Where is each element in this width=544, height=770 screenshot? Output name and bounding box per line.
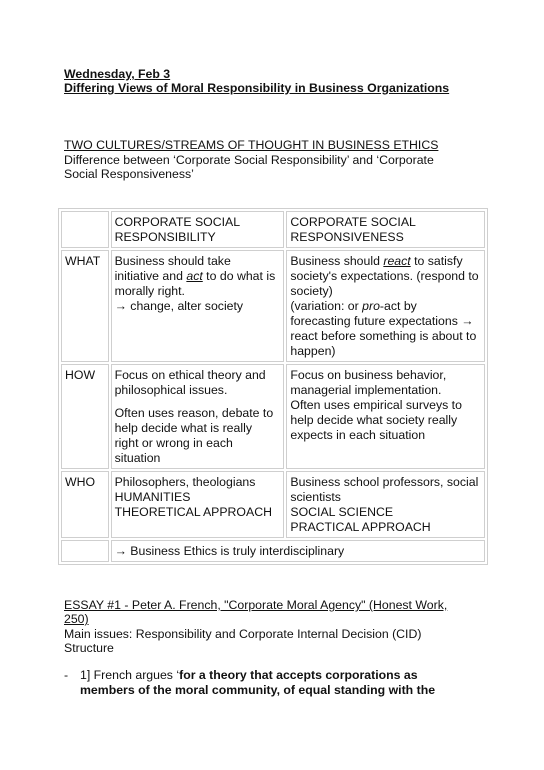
cell-text: THEORETICAL APPROACH [114, 505, 272, 519]
footer-note: → Business Ethics is truly interdisciplinary [111, 540, 485, 562]
cell-what-responsibility [111, 250, 285, 362]
cell-who-responsiveness [286, 471, 485, 538]
cell-text: CORPORATE SOCIAL [114, 215, 241, 229]
cell-text: RESPONSIVENESS [290, 230, 404, 244]
cell-how-responsiveness [286, 364, 485, 469]
header-responsiveness [286, 211, 485, 248]
bullet-dash: - [64, 668, 69, 682]
cell-text: Often uses empirical surveys to [290, 398, 462, 412]
cell-text: forecasting future expectations → [290, 314, 474, 328]
cell-text: SOCIAL SCIENCE [290, 505, 394, 519]
cell-text: (variation: or pro-act by [290, 299, 417, 313]
cell-text: Business should take [114, 254, 231, 268]
cell-text: right or wrong in each [114, 436, 233, 450]
intro-line-1: Difference between ‘Corporate Social Responsibility’ and ‘Corporate [64, 153, 434, 167]
cell-text: help decide what society really [290, 413, 458, 427]
essay-point-line-2: members of the moral community, of equal standing with the [80, 683, 436, 697]
cell-text: Business school professors, social [290, 475, 479, 489]
cell-text: HUMANITIES [114, 490, 191, 504]
cell-how-responsibility [111, 364, 285, 469]
essay-issues-line-1: Main issues: Responsibility and Corporate Internal Decision (CID) [64, 627, 422, 641]
row-label-what: WHAT [61, 250, 109, 362]
cell-text: Focus on ethical theory and [114, 368, 266, 382]
table-row-who [61, 471, 485, 538]
cell-text: managerial implementation. [290, 383, 442, 397]
cell-text: initiative and act to do what is [114, 269, 276, 283]
cell-text: → change, alter society [114, 299, 244, 313]
cell-text: philosophical issues. [114, 383, 228, 397]
cell-text: RESPONSIBILITY [114, 230, 216, 244]
cell-text: Business should react to satisfy [290, 254, 463, 268]
table-row-how [61, 364, 485, 469]
cell-text: CORPORATE SOCIAL [290, 215, 416, 229]
essay-point-line-1: 1] French argues ‘for a theory that accepts corporations as [80, 668, 418, 682]
row-label-how: HOW [61, 364, 109, 469]
cell-text: situation [114, 451, 161, 465]
cell-text: scientists [290, 490, 341, 504]
cell-text: expects in each situation [290, 428, 426, 442]
table-row-what [61, 250, 485, 362]
section-heading: TWO CULTURES/STREAMS OF THOUGHT IN BUSINESS ETHICS [64, 138, 439, 152]
date-heading: Wednesday, Feb 3 [64, 67, 171, 81]
page-title: Differing Views of Moral Responsibility in Business Organizations [64, 81, 450, 95]
cell-text: react before something is about to [290, 329, 477, 343]
cell-text: happen) [290, 344, 336, 358]
essay-heading-line-1: ESSAY #1 - Peter A. French, "Corporate Moral Agency" (Honest Work, [64, 598, 448, 612]
cell-text: Often uses reason, debate to [114, 406, 274, 420]
cell-text: society) [290, 284, 333, 298]
intro-line-2: Social Responsiveness’ [64, 167, 194, 181]
cell-text: morally right. [114, 284, 185, 298]
table-corner-cell [61, 211, 109, 248]
cell-who-responsibility [111, 471, 285, 538]
essay-issues-line-2: Structure [64, 641, 114, 655]
cell-text: Philosophers, theologians [114, 475, 256, 489]
footer-empty-cell [61, 540, 109, 562]
cell-text: PRACTICAL APPROACH [290, 520, 431, 534]
essay-heading-line-2: 250) [64, 612, 89, 626]
row-label-who: WHO [61, 471, 109, 538]
cell-gap [115, 398, 281, 406]
header-responsibility [111, 211, 285, 248]
cell-text: help decide what is really [114, 421, 252, 435]
cell-text: Focus on business behavior, [290, 368, 447, 382]
table-footer-row [61, 540, 485, 562]
comparison-table [58, 208, 488, 565]
cell-text: society's expectations. (respond to [290, 269, 479, 283]
cell-what-responsiveness [286, 250, 485, 362]
table-header-row [61, 211, 485, 248]
